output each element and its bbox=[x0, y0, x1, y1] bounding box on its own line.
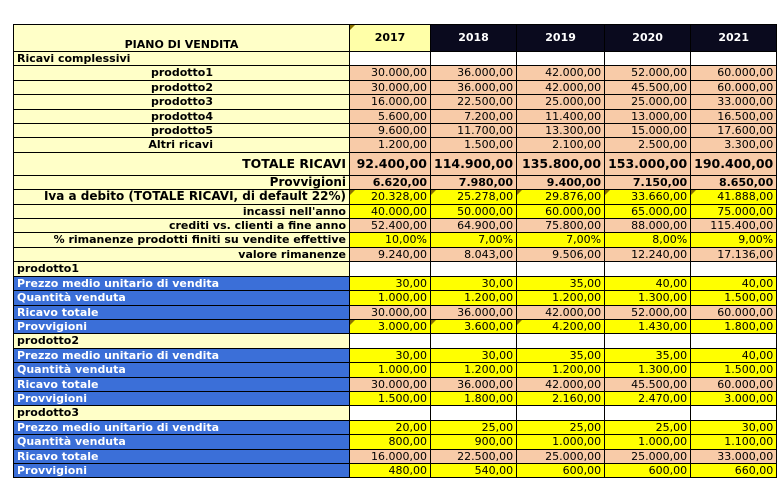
p3-row-provvigioni bbox=[14, 463, 777, 477]
row-label[interactable]: prodotto4 bbox=[14, 109, 350, 123]
value-cell[interactable]: 8.650,00 bbox=[691, 175, 777, 189]
value-cell[interactable]: 45.500,00 bbox=[605, 377, 691, 391]
value-cell[interactable]: 25,00 bbox=[517, 420, 605, 434]
value-cell[interactable]: 3.000,00 bbox=[691, 391, 777, 405]
empty-cell[interactable] bbox=[605, 334, 691, 348]
value-cell[interactable]: 42.000,00 bbox=[517, 80, 605, 94]
row-label[interactable]: prodotto5 bbox=[14, 124, 350, 138]
row-incassi bbox=[14, 204, 777, 218]
p3-row-ricavo bbox=[14, 449, 777, 463]
value-cell[interactable]: 16.500,00 bbox=[691, 109, 777, 123]
row-label[interactable]: prodotto1 bbox=[14, 66, 350, 80]
value-cell[interactable]: 9.240,00 bbox=[350, 247, 431, 261]
value-cell[interactable]: 75.800,00 bbox=[517, 219, 605, 233]
value-cell[interactable]: 25.000,00 bbox=[517, 449, 605, 463]
p2-row-provvigioni bbox=[14, 391, 777, 405]
value-cell[interactable]: 115.400,00 bbox=[691, 219, 777, 233]
empty-cell[interactable] bbox=[517, 334, 605, 348]
row-label[interactable]: crediti vs. clienti a fine anno bbox=[14, 219, 350, 233]
year-header-2019[interactable]: 2019 bbox=[517, 25, 605, 52]
value-cell[interactable]: 20.328,00 bbox=[350, 190, 431, 204]
value-cell[interactable]: 1.000,00 bbox=[605, 435, 691, 449]
value-cell[interactable]: 52.000,00 bbox=[605, 66, 691, 80]
value-cell[interactable]: 40,00 bbox=[691, 276, 777, 290]
value-cell[interactable]: 30.000,00 bbox=[350, 80, 431, 94]
value-cell[interactable]: 22.500,00 bbox=[431, 449, 517, 463]
value-cell[interactable]: 25.000,00 bbox=[605, 449, 691, 463]
section-label-ricavi[interactable]: Ricavi complessivi bbox=[14, 52, 350, 66]
p1-row-prezzo bbox=[14, 276, 777, 290]
empty-cell[interactable] bbox=[691, 262, 777, 276]
value-cell[interactable]: 40,00 bbox=[605, 276, 691, 290]
value-cell[interactable]: 11.400,00 bbox=[517, 109, 605, 123]
value-cell[interactable]: 1.500,00 bbox=[691, 363, 777, 377]
value-cell[interactable]: 3.000,00 bbox=[350, 319, 431, 333]
value-cell[interactable]: 7,00% bbox=[517, 233, 605, 247]
row-label[interactable]: Quantità venduta bbox=[14, 291, 350, 305]
p3-row-prezzo bbox=[14, 420, 777, 434]
value-cell[interactable]: 800,00 bbox=[350, 435, 431, 449]
value-cell[interactable]: 30.000,00 bbox=[350, 305, 431, 319]
value-cell[interactable]: 12.240,00 bbox=[605, 247, 691, 261]
value-cell[interactable]: 600,00 bbox=[517, 463, 605, 477]
value-cell[interactable]: 9,00% bbox=[691, 233, 777, 247]
sheet-title-cell[interactable]: PIANO DI VENDITA bbox=[14, 25, 350, 52]
row-label[interactable]: incassi nell'anno bbox=[14, 204, 350, 218]
value-cell[interactable]: 30,00 bbox=[350, 348, 431, 362]
year-header-2020[interactable]: 2020 bbox=[605, 25, 691, 52]
value-cell[interactable]: 36.000,00 bbox=[431, 66, 517, 80]
value-cell[interactable]: 540,00 bbox=[431, 463, 517, 477]
empty-cell[interactable] bbox=[350, 406, 431, 420]
value-cell[interactable]: 480,00 bbox=[350, 463, 431, 477]
value-cell[interactable]: 1.100,00 bbox=[691, 435, 777, 449]
value-cell[interactable]: 190.400,00 bbox=[691, 152, 777, 175]
value-cell[interactable]: 1.500,00 bbox=[350, 391, 431, 405]
row-label[interactable]: TOTALE RICAVI bbox=[14, 152, 350, 175]
product-header-prodotto3 bbox=[14, 406, 777, 420]
value-cell[interactable]: 22.500,00 bbox=[431, 95, 517, 109]
value-cell[interactable]: 64.900,00 bbox=[431, 219, 517, 233]
value-cell[interactable]: 60.000,00 bbox=[691, 66, 777, 80]
empty-cell[interactable] bbox=[605, 406, 691, 420]
value-cell[interactable]: 20,00 bbox=[350, 420, 431, 434]
value-cell[interactable]: 9.600,00 bbox=[350, 124, 431, 138]
value-cell[interactable]: 9.506,00 bbox=[517, 247, 605, 261]
row-label[interactable]: Provvigioni bbox=[14, 319, 350, 333]
value-cell[interactable]: 114.900,00 bbox=[431, 152, 517, 175]
row-label[interactable]: prodotto2 bbox=[14, 80, 350, 94]
value-cell[interactable]: 5.600,00 bbox=[350, 109, 431, 123]
value-cell[interactable]: 25,00 bbox=[605, 420, 691, 434]
product-header-prodotto1 bbox=[14, 262, 777, 276]
empty-cell[interactable] bbox=[691, 334, 777, 348]
row-label[interactable]: Quantità venduta bbox=[14, 435, 350, 449]
p2-row-prezzo bbox=[14, 348, 777, 362]
value-cell[interactable]: 1.800,00 bbox=[691, 319, 777, 333]
value-cell[interactable]: 33.660,00 bbox=[605, 190, 691, 204]
sales-plan-sheet bbox=[13, 24, 777, 478]
value-cell[interactable]: 35,00 bbox=[605, 348, 691, 362]
value-cell[interactable]: 30,00 bbox=[431, 276, 517, 290]
value-cell[interactable]: 60.000,00 bbox=[691, 305, 777, 319]
value-cell[interactable]: 2.470,00 bbox=[605, 391, 691, 405]
p3-row-quantita bbox=[14, 435, 777, 449]
year-header-2017[interactable]: 2017 bbox=[350, 25, 431, 52]
product-name[interactable]: prodotto1 bbox=[14, 262, 350, 276]
value-cell[interactable]: 25.278,00 bbox=[431, 190, 517, 204]
row-prodotto1 bbox=[14, 66, 777, 80]
value-cell[interactable]: 1.200,00 bbox=[431, 291, 517, 305]
value-cell[interactable]: 13.000,00 bbox=[605, 109, 691, 123]
row-provvigioni-totali bbox=[14, 175, 777, 189]
value-cell[interactable]: 42.000,00 bbox=[517, 305, 605, 319]
row-label[interactable]: Quantità venduta bbox=[14, 363, 350, 377]
row-label[interactable]: Ricavo totale bbox=[14, 449, 350, 463]
value-cell[interactable]: 7.150,00 bbox=[605, 175, 691, 189]
value-cell[interactable]: 30,00 bbox=[350, 276, 431, 290]
value-cell[interactable]: 660,00 bbox=[691, 463, 777, 477]
value-cell[interactable]: 1.000,00 bbox=[350, 363, 431, 377]
value-cell[interactable]: 52.400,00 bbox=[350, 219, 431, 233]
value-cell[interactable]: 15.000,00 bbox=[605, 124, 691, 138]
value-cell[interactable]: 7.980,00 bbox=[431, 175, 517, 189]
value-cell[interactable]: 30.000,00 bbox=[350, 377, 431, 391]
value-cell[interactable]: 60.000,00 bbox=[517, 204, 605, 218]
value-cell[interactable]: 153.000,00 bbox=[605, 152, 691, 175]
p2-row-quantita bbox=[14, 363, 777, 377]
value-cell[interactable]: 2.100,00 bbox=[517, 138, 605, 152]
p1-row-provvigioni bbox=[14, 319, 777, 333]
value-cell[interactable]: 7.200,00 bbox=[431, 109, 517, 123]
value-cell[interactable]: 42.000,00 bbox=[517, 377, 605, 391]
row-label[interactable]: Iva a debito (TOTALE RICAVI, di default 22%) bbox=[14, 190, 350, 204]
value-cell[interactable]: 1.200,00 bbox=[517, 291, 605, 305]
value-cell[interactable]: 42.000,00 bbox=[517, 66, 605, 80]
value-cell[interactable]: 36.000,00 bbox=[431, 80, 517, 94]
empty-cell[interactable] bbox=[517, 262, 605, 276]
year-header-2021[interactable]: 2021 bbox=[691, 25, 777, 52]
value-cell[interactable]: 33.000,00 bbox=[691, 95, 777, 109]
value-cell[interactable]: 1.300,00 bbox=[605, 291, 691, 305]
value-cell[interactable]: 36.000,00 bbox=[431, 305, 517, 319]
value-cell[interactable]: 25,00 bbox=[431, 420, 517, 434]
row-iva-debito bbox=[14, 190, 777, 204]
value-cell[interactable]: 45.500,00 bbox=[605, 80, 691, 94]
row-label[interactable]: Ricavo totale bbox=[14, 305, 350, 319]
empty-cell[interactable] bbox=[605, 262, 691, 276]
p2-row-ricavo bbox=[14, 377, 777, 391]
section-row-ricavi bbox=[14, 52, 777, 66]
value-cell[interactable]: 29.876,00 bbox=[517, 190, 605, 204]
value-cell[interactable]: 1.200,00 bbox=[431, 363, 517, 377]
value-cell[interactable]: 60.000,00 bbox=[691, 80, 777, 94]
value-cell[interactable]: 8,00% bbox=[605, 233, 691, 247]
row-totale-ricavi bbox=[14, 152, 777, 175]
value-cell[interactable]: 2.500,00 bbox=[605, 138, 691, 152]
value-cell[interactable]: 10,00% bbox=[350, 233, 431, 247]
value-cell[interactable]: 88.000,00 bbox=[605, 219, 691, 233]
value-cell[interactable]: 135.800,00 bbox=[517, 152, 605, 175]
empty-cell[interactable] bbox=[350, 334, 431, 348]
value-cell[interactable]: 600,00 bbox=[605, 463, 691, 477]
p1-row-ricavo bbox=[14, 305, 777, 319]
row-label[interactable]: Prezzo medio unitario di vendita bbox=[14, 276, 350, 290]
product-name[interactable]: prodotto2 bbox=[14, 334, 350, 348]
value-cell[interactable]: 17.600,00 bbox=[691, 124, 777, 138]
row-altri-ricavi bbox=[14, 138, 777, 152]
value-cell[interactable]: 33.000,00 bbox=[691, 449, 777, 463]
empty-cell[interactable] bbox=[431, 262, 517, 276]
product-header-prodotto2 bbox=[14, 334, 777, 348]
row-perc-rimanenze bbox=[14, 233, 777, 247]
value-cell[interactable]: 65.000,00 bbox=[605, 204, 691, 218]
value-cell[interactable]: 7,00% bbox=[431, 233, 517, 247]
value-cell[interactable]: 1.200,00 bbox=[350, 138, 431, 152]
value-cell[interactable]: 36.000,00 bbox=[431, 377, 517, 391]
value-cell[interactable]: 1.000,00 bbox=[517, 435, 605, 449]
value-cell[interactable]: 16.000,00 bbox=[350, 95, 431, 109]
row-label[interactable]: Provvigioni bbox=[14, 391, 350, 405]
value-cell[interactable]: 17.136,00 bbox=[691, 247, 777, 261]
row-label[interactable]: Ricavo totale bbox=[14, 377, 350, 391]
value-cell[interactable]: 40,00 bbox=[691, 348, 777, 362]
empty-cell[interactable] bbox=[431, 52, 517, 66]
p1-row-quantita bbox=[14, 291, 777, 305]
value-cell[interactable]: 25.000,00 bbox=[517, 95, 605, 109]
value-cell[interactable]: 4.200,00 bbox=[517, 319, 605, 333]
header-row bbox=[14, 25, 777, 52]
row-label[interactable]: Prezzo medio unitario di vendita bbox=[14, 420, 350, 434]
row-label[interactable]: % rimanenze prodotti finiti su vendite effettive bbox=[14, 233, 350, 247]
value-cell[interactable]: 16.000,00 bbox=[350, 449, 431, 463]
value-cell[interactable]: 25.000,00 bbox=[605, 95, 691, 109]
empty-cell[interactable] bbox=[691, 406, 777, 420]
empty-cell[interactable] bbox=[350, 262, 431, 276]
empty-cell[interactable] bbox=[517, 406, 605, 420]
value-cell[interactable]: 2.160,00 bbox=[517, 391, 605, 405]
value-cell[interactable]: 900,00 bbox=[431, 435, 517, 449]
value-cell[interactable]: 30,00 bbox=[431, 348, 517, 362]
value-cell[interactable]: 30.000,00 bbox=[350, 66, 431, 80]
value-cell[interactable]: 13.300,00 bbox=[517, 124, 605, 138]
empty-cell[interactable] bbox=[431, 334, 517, 348]
row-prodotto4 bbox=[14, 109, 777, 123]
value-cell[interactable]: 30,00 bbox=[691, 420, 777, 434]
empty-cell[interactable] bbox=[691, 52, 777, 66]
value-cell[interactable]: 1.300,00 bbox=[605, 363, 691, 377]
row-prodotto5 bbox=[14, 124, 777, 138]
value-cell[interactable]: 52.000,00 bbox=[605, 305, 691, 319]
value-cell[interactable]: 3.300,00 bbox=[691, 138, 777, 152]
row-label[interactable]: Prezzo medio unitario di vendita bbox=[14, 348, 350, 362]
value-cell[interactable]: 1.430,00 bbox=[605, 319, 691, 333]
value-cell[interactable]: 1.000,00 bbox=[350, 291, 431, 305]
row-crediti bbox=[14, 219, 777, 233]
value-cell[interactable]: 6.620,00 bbox=[350, 175, 431, 189]
row-label[interactable]: Provvigioni bbox=[14, 175, 350, 189]
value-cell[interactable]: 41.888,00 bbox=[691, 190, 777, 204]
value-cell[interactable]: 1.500,00 bbox=[431, 138, 517, 152]
row-label[interactable]: Altri ricavi bbox=[14, 138, 350, 152]
row-valore-rimanenze bbox=[14, 247, 777, 261]
product-name[interactable]: prodotto3 bbox=[14, 406, 350, 420]
empty-cell[interactable] bbox=[431, 406, 517, 420]
value-cell[interactable]: 8.043,00 bbox=[431, 247, 517, 261]
value-cell[interactable]: 1.500,00 bbox=[691, 291, 777, 305]
row-label[interactable]: Provvigioni bbox=[14, 463, 350, 477]
empty-cell[interactable] bbox=[605, 52, 691, 66]
value-cell[interactable]: 3.600,00 bbox=[431, 319, 517, 333]
row-label[interactable]: prodotto3 bbox=[14, 95, 350, 109]
value-cell[interactable]: 11.700,00 bbox=[431, 124, 517, 138]
value-cell[interactable]: 60.000,00 bbox=[691, 377, 777, 391]
value-cell[interactable]: 35,00 bbox=[517, 276, 605, 290]
value-cell[interactable]: 1.200,00 bbox=[517, 363, 605, 377]
value-cell[interactable]: 50.000,00 bbox=[431, 204, 517, 218]
value-cell[interactable]: 92.400,00 bbox=[350, 152, 431, 175]
value-cell[interactable]: 40.000,00 bbox=[350, 204, 431, 218]
value-cell[interactable]: 75.000,00 bbox=[691, 204, 777, 218]
row-label[interactable]: valore rimanenze bbox=[14, 247, 350, 261]
empty-cell[interactable] bbox=[350, 52, 431, 66]
row-prodotto2 bbox=[14, 80, 777, 94]
value-cell[interactable]: 1.800,00 bbox=[431, 391, 517, 405]
year-header-2018[interactable]: 2018 bbox=[431, 25, 517, 52]
empty-cell[interactable] bbox=[517, 52, 605, 66]
value-cell[interactable]: 35,00 bbox=[517, 348, 605, 362]
row-prodotto3 bbox=[14, 95, 777, 109]
value-cell[interactable]: 9.400,00 bbox=[517, 175, 605, 189]
